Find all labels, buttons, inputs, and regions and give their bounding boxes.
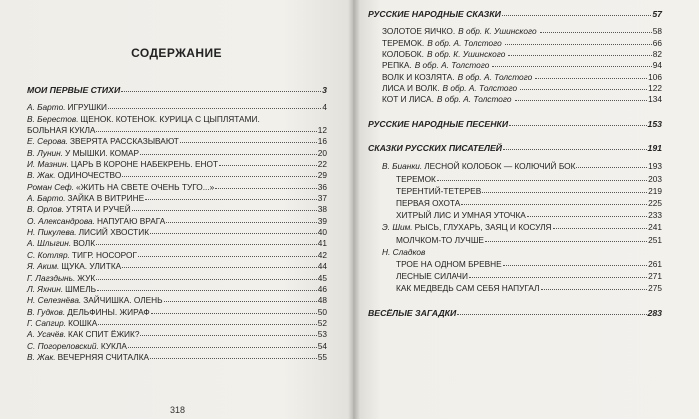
- toc-entry-page: 50: [317, 306, 327, 317]
- dot-leader: [145, 192, 317, 200]
- dot-leader: [96, 237, 317, 245]
- toc-entry-title: КОТ И ЛИСА.: [382, 94, 434, 105]
- toc-section-veselye-zagadki: [368, 308, 662, 319]
- toc-entry: [27, 114, 327, 137]
- dot-leader: [132, 203, 317, 211]
- dot-leader: [122, 260, 317, 268]
- toc-entry-note: В обр. А. Толстого: [414, 60, 490, 71]
- dot-leader: [150, 351, 317, 359]
- toc-entry-page: 41: [317, 238, 327, 249]
- toc-entry-page: 94: [652, 60, 662, 71]
- toc-entry-page: 42: [317, 249, 327, 260]
- toc-section-skazki-russkih-pisatelei: [368, 143, 662, 154]
- toc-entry: [368, 209, 662, 221]
- toc-entry-title-cont: БОЛЬНАЯ КУКЛА: [27, 125, 96, 136]
- toc-entry-title: ЛИСИЙ ХВОСТИК: [78, 227, 150, 238]
- toc-entry-title: ЛЕСНОЙ КОЛОБОК — КОЛЮЧИЙ БОК: [424, 161, 576, 172]
- toc-entry-page: 48: [317, 295, 327, 306]
- toc-entry-page: 82: [652, 49, 662, 60]
- toc-entry-page: 39: [317, 215, 327, 226]
- dot-leader: [503, 258, 647, 266]
- toc-entry-author: В. Берестов.: [27, 113, 79, 124]
- toc-entry-author: В. Жак.: [27, 170, 56, 181]
- toc-entry: [368, 258, 662, 270]
- toc-entry-title: ТЕРЕМОК: [396, 173, 436, 184]
- dot-leader: [520, 82, 647, 90]
- toc-entry: [368, 173, 662, 185]
- toc-section-russkie-narodnye-pesenki: [368, 119, 662, 130]
- toc-entry-title: ЛЕСНЫЕ СИЛАЧИ: [396, 271, 468, 282]
- dot-leader: [108, 101, 321, 109]
- toc-entry-author: Э. Шим.: [382, 222, 413, 233]
- dot-leader: [128, 340, 317, 348]
- toc-entry-page: 58: [652, 26, 662, 37]
- book-gutter: [348, 0, 360, 419]
- toc-entry-title: ОДИНОЧЕСТВО: [57, 170, 122, 181]
- toc-entry: [368, 160, 662, 172]
- toc-entry-title: ЗВЕРЯТА РАССКАЗЫВАЮТ: [70, 136, 179, 147]
- toc-entry-page: 38: [317, 204, 327, 215]
- toc-entry-page: 29: [317, 170, 327, 181]
- toc-entry-title: У МЫШКИ. КОМАР: [65, 147, 140, 158]
- page-number: 318: [170, 405, 186, 415]
- toc-entry-page: 57: [652, 9, 662, 19]
- toc-entry-title: РУССКИЕ НАРОДНЫЕ ПЕСЕНКИ: [368, 118, 509, 129]
- toc-entry-note: В обр. А. Толстого: [457, 71, 533, 82]
- dot-leader: [553, 221, 648, 229]
- dot-leader: [535, 71, 647, 79]
- dot-leader: [96, 272, 317, 280]
- toc-entry-page: 3: [322, 85, 327, 95]
- toc-entry-page: 16: [317, 136, 327, 147]
- toc-entry: [368, 185, 662, 197]
- toc-entry-author: С. Котляр.: [27, 249, 70, 260]
- toc-entry-author: Роман Сеф.: [27, 181, 74, 192]
- dot-leader: [219, 158, 317, 166]
- toc-entry-note: В обр. К. Ушинского: [458, 26, 537, 37]
- toc-entry-title: РЫСЬ, ГЛУХАРЬ, ЗАЯЦ И КОСУЛЯ: [414, 222, 552, 233]
- toc-entry-title: УТЯТА И РУЧЕЙ: [65, 204, 131, 215]
- left-toc-list: [27, 85, 327, 363]
- toc-entry-page: 46: [317, 283, 327, 294]
- toc-entry: [27, 352, 327, 363]
- toc-entry-author: Г. Лагздынь.: [27, 272, 76, 283]
- toc-entry-author: А. Шлыгин.: [27, 238, 72, 249]
- dot-leader: [502, 8, 651, 16]
- toc-entry-title: КУКЛА: [100, 340, 127, 351]
- dot-leader: [457, 307, 646, 315]
- toc-entry-page: 54: [317, 340, 327, 351]
- contents-title: СОДЕРЖАНИЕ: [131, 46, 222, 60]
- dot-leader: [515, 93, 648, 101]
- dot-leader: [492, 59, 651, 67]
- dot-leader: [215, 181, 317, 189]
- dot-leader: [503, 142, 646, 150]
- dot-leader: [97, 283, 317, 291]
- toc-entry-title: ЗАЙЧИШКА. ОЛЕНЬ: [83, 295, 163, 306]
- toc-entry-author: В. Лунин.: [27, 147, 64, 158]
- toc-entry: [368, 282, 662, 294]
- toc-entry-title: ШМЕЛЬ: [65, 283, 97, 294]
- dot-leader: [508, 48, 651, 56]
- toc-entry-title: ЩЕНОК. КОТЕНОК. КУРИЦА С ЦЫПЛЯТАМИ.: [80, 113, 260, 124]
- dot-leader: [469, 270, 647, 278]
- dot-leader: [150, 226, 317, 234]
- toc-entry-page: 106: [648, 71, 662, 82]
- dot-leader: [437, 173, 647, 181]
- dot-leader: [576, 160, 647, 168]
- toc-entry: [368, 221, 662, 233]
- toc-entry-title: ЗОЛОТОЕ ЯИЧКО.: [382, 26, 456, 37]
- toc-entry: [368, 270, 662, 282]
- toc-entry: [368, 234, 662, 246]
- toc-entry-page: 12: [317, 125, 327, 136]
- toc-section-moi-pervye-stihi: [27, 85, 327, 96]
- toc-entry-title: РЕПКА.: [382, 60, 412, 71]
- dot-leader: [505, 37, 652, 45]
- toc-entry-title: РУССКИЕ НАРОДНЫЕ СКАЗКИ: [368, 9, 501, 19]
- toc-entry-title: КАК МЕДВЕДЬ САМ СЕБЯ НАПУГАЛ: [396, 283, 540, 294]
- toc-entry-author: Н. Пикулева.: [27, 227, 77, 238]
- toc-entry: [27, 102, 327, 113]
- dot-leader: [180, 135, 317, 143]
- toc-entry-body: [27, 114, 318, 137]
- dot-leader: [122, 169, 316, 177]
- toc-entry-title: ЛИСА И ВОЛК.: [382, 83, 440, 94]
- dot-leader: [540, 25, 652, 33]
- dot-leader: [527, 209, 647, 217]
- toc-entry-author: В. Бианки.: [382, 161, 423, 172]
- toc-entry-page: 52: [317, 317, 327, 328]
- toc-entry-title: «ЖИТЬ НА СВЕТЕ ОЧЕНЬ ТУГО...»: [75, 181, 215, 192]
- toc-entry-author: Н. Сладков: [382, 246, 426, 257]
- toc-entry-note: В обр. А. Толстого: [427, 37, 502, 48]
- toc-entry-page: 225: [648, 198, 662, 209]
- dot-leader: [138, 249, 317, 257]
- toc-entry-page: 53: [317, 329, 327, 340]
- toc-entry-author: Я. Аким.: [27, 261, 60, 272]
- toc-entry-author: Г. Сапгир.: [27, 317, 67, 328]
- dot-leader: [485, 234, 647, 242]
- toc-entry-title: МОЛЧКОМ-ТО ЛУЧШЕ: [396, 234, 484, 245]
- dot-leader: [121, 84, 321, 92]
- toc-entry-author: В. Жак.: [27, 351, 56, 362]
- toc-entry-title: ПЕРВАЯ ОХОТА: [396, 198, 461, 209]
- toc-entry-page: 283: [647, 307, 662, 318]
- toc-entry-title: ТИГР. НОСОРОГ: [71, 249, 137, 260]
- toc-section-russkie-narodnye-skazki: [368, 9, 662, 20]
- toc-entry-page: 203: [648, 173, 662, 184]
- toc-entry-page: 20: [317, 147, 327, 158]
- dot-leader: [541, 282, 648, 290]
- toc-entry-title: ЦАРЬ В КОРОНЕ НАБЕКРЕНЬ. ЕНОТ: [70, 159, 219, 170]
- toc-entry-author: С. Погореловский.: [27, 340, 99, 351]
- toc-entry-page: 241: [648, 222, 662, 233]
- toc-entry-title: МОИ ПЕРВЫЕ СТИХИ: [27, 85, 121, 95]
- toc-entry-author-heading: [368, 246, 662, 258]
- toc-entry-author: А. Барто.: [27, 193, 66, 204]
- toc-entry-author: Н. Селезнёва.: [27, 295, 82, 306]
- dot-leader: [98, 317, 317, 325]
- dot-leader: [509, 118, 646, 126]
- right-toc-list: [368, 9, 662, 319]
- toc-entry-page: 122: [648, 83, 662, 94]
- dot-leader: [164, 294, 317, 302]
- toc-entry-author: А. Барто.: [27, 102, 66, 113]
- toc-entry-author: Е. Серова.: [27, 136, 69, 147]
- toc-entry-page: 153: [647, 118, 662, 129]
- toc-entry-page: 134: [648, 94, 662, 105]
- toc-entry-page: 40: [317, 227, 327, 238]
- toc-entry-title: КАК СПИТ ЁЖИК?: [68, 329, 140, 340]
- toc-entry-title: ЩУКА. УЛИТКА: [61, 261, 122, 272]
- toc-entry-page: 193: [648, 161, 662, 172]
- toc-entry-page: 37: [317, 193, 327, 204]
- toc-entry-title: ЖУК: [77, 272, 96, 283]
- toc-entry: [368, 94, 662, 105]
- toc-entry-author: Л. Яхнин.: [27, 283, 64, 294]
- toc-entry-title: ВЕСЁЛЫЕ ЗАГАДКИ: [368, 307, 457, 318]
- dot-leader: [151, 306, 317, 314]
- toc-entry-note: В обр. А. Толстого: [442, 83, 518, 94]
- toc-entry-author: О. Александрова.: [27, 215, 95, 226]
- toc-entry-page: 55: [317, 351, 327, 362]
- toc-entry-title: ТРОЕ НА ОДНОМ БРЕВНЕ: [396, 259, 502, 270]
- toc-entry-title: ТЕРЕНТИЙ-ТЕТЕРЕВ: [396, 185, 482, 196]
- dot-leader: [140, 147, 317, 155]
- toc-entry-note: В обр. А. Толстого: [436, 94, 512, 105]
- toc-entry-page: 45: [317, 272, 327, 283]
- toc-entry-page: 191: [647, 143, 662, 154]
- toc-entry-note: В обр. К. Ушинского: [426, 49, 506, 60]
- toc-entry-page: 44: [317, 261, 327, 272]
- toc-entry-page: 251: [648, 234, 662, 245]
- toc-entry-page: 219: [648, 185, 662, 196]
- toc-entry-title: ДЕЛЬФИНЫ. ЖИРАФ: [67, 306, 150, 317]
- toc-entry-page: 261: [648, 259, 662, 270]
- dot-leader: [140, 328, 316, 336]
- toc-entry-page: 36: [317, 181, 327, 192]
- toc-entry-title: ЗАЙКА В ВИТРИНЕ: [67, 193, 145, 204]
- toc-entry-title: КОШКА: [68, 317, 98, 328]
- dot-leader: [96, 124, 316, 132]
- toc-entry-page: 271: [648, 271, 662, 282]
- toc-entry-title: ВОЛК: [73, 238, 96, 249]
- toc-entry-author: В. Орлов.: [27, 204, 64, 215]
- dot-leader: [166, 215, 316, 223]
- toc-entry-page: 233: [648, 210, 662, 221]
- dot-leader: [461, 197, 647, 205]
- toc-entry-author: И. Мазнин.: [27, 159, 69, 170]
- toc-entry-page: 4: [322, 102, 327, 113]
- toc-entry-title: ВОЛК И КОЗЛЯТА.: [382, 71, 455, 82]
- toc-entry-title: НАПУГАЮ ВРАГА: [96, 215, 166, 226]
- toc-entry: [368, 197, 662, 209]
- toc-entry-page: 22: [317, 159, 327, 170]
- toc-entry-title: ХИТРЫЙ ЛИС И УМНАЯ УТОЧКА: [396, 210, 526, 221]
- toc-entry-author: А. Усачёв.: [27, 329, 67, 340]
- toc-entry-page: 66: [652, 37, 662, 48]
- toc-entry-title: ТЕРЕМОК.: [382, 37, 425, 48]
- toc-entry-page: 275: [648, 283, 662, 294]
- dot-leader: [482, 185, 647, 193]
- toc-entry-title: ВЕЧЕРНЯЯ СЧИТАЛКА: [57, 351, 150, 362]
- toc-entry-author: В. Гудков.: [27, 306, 66, 317]
- toc-entry-title: КОЛОБОК.: [382, 49, 424, 60]
- toc-entry-title: СКАЗКИ РУССКИХ ПИСАТЕЛЕЙ: [368, 143, 503, 154]
- toc-entry-title: ИГРУШКИ: [67, 102, 107, 113]
